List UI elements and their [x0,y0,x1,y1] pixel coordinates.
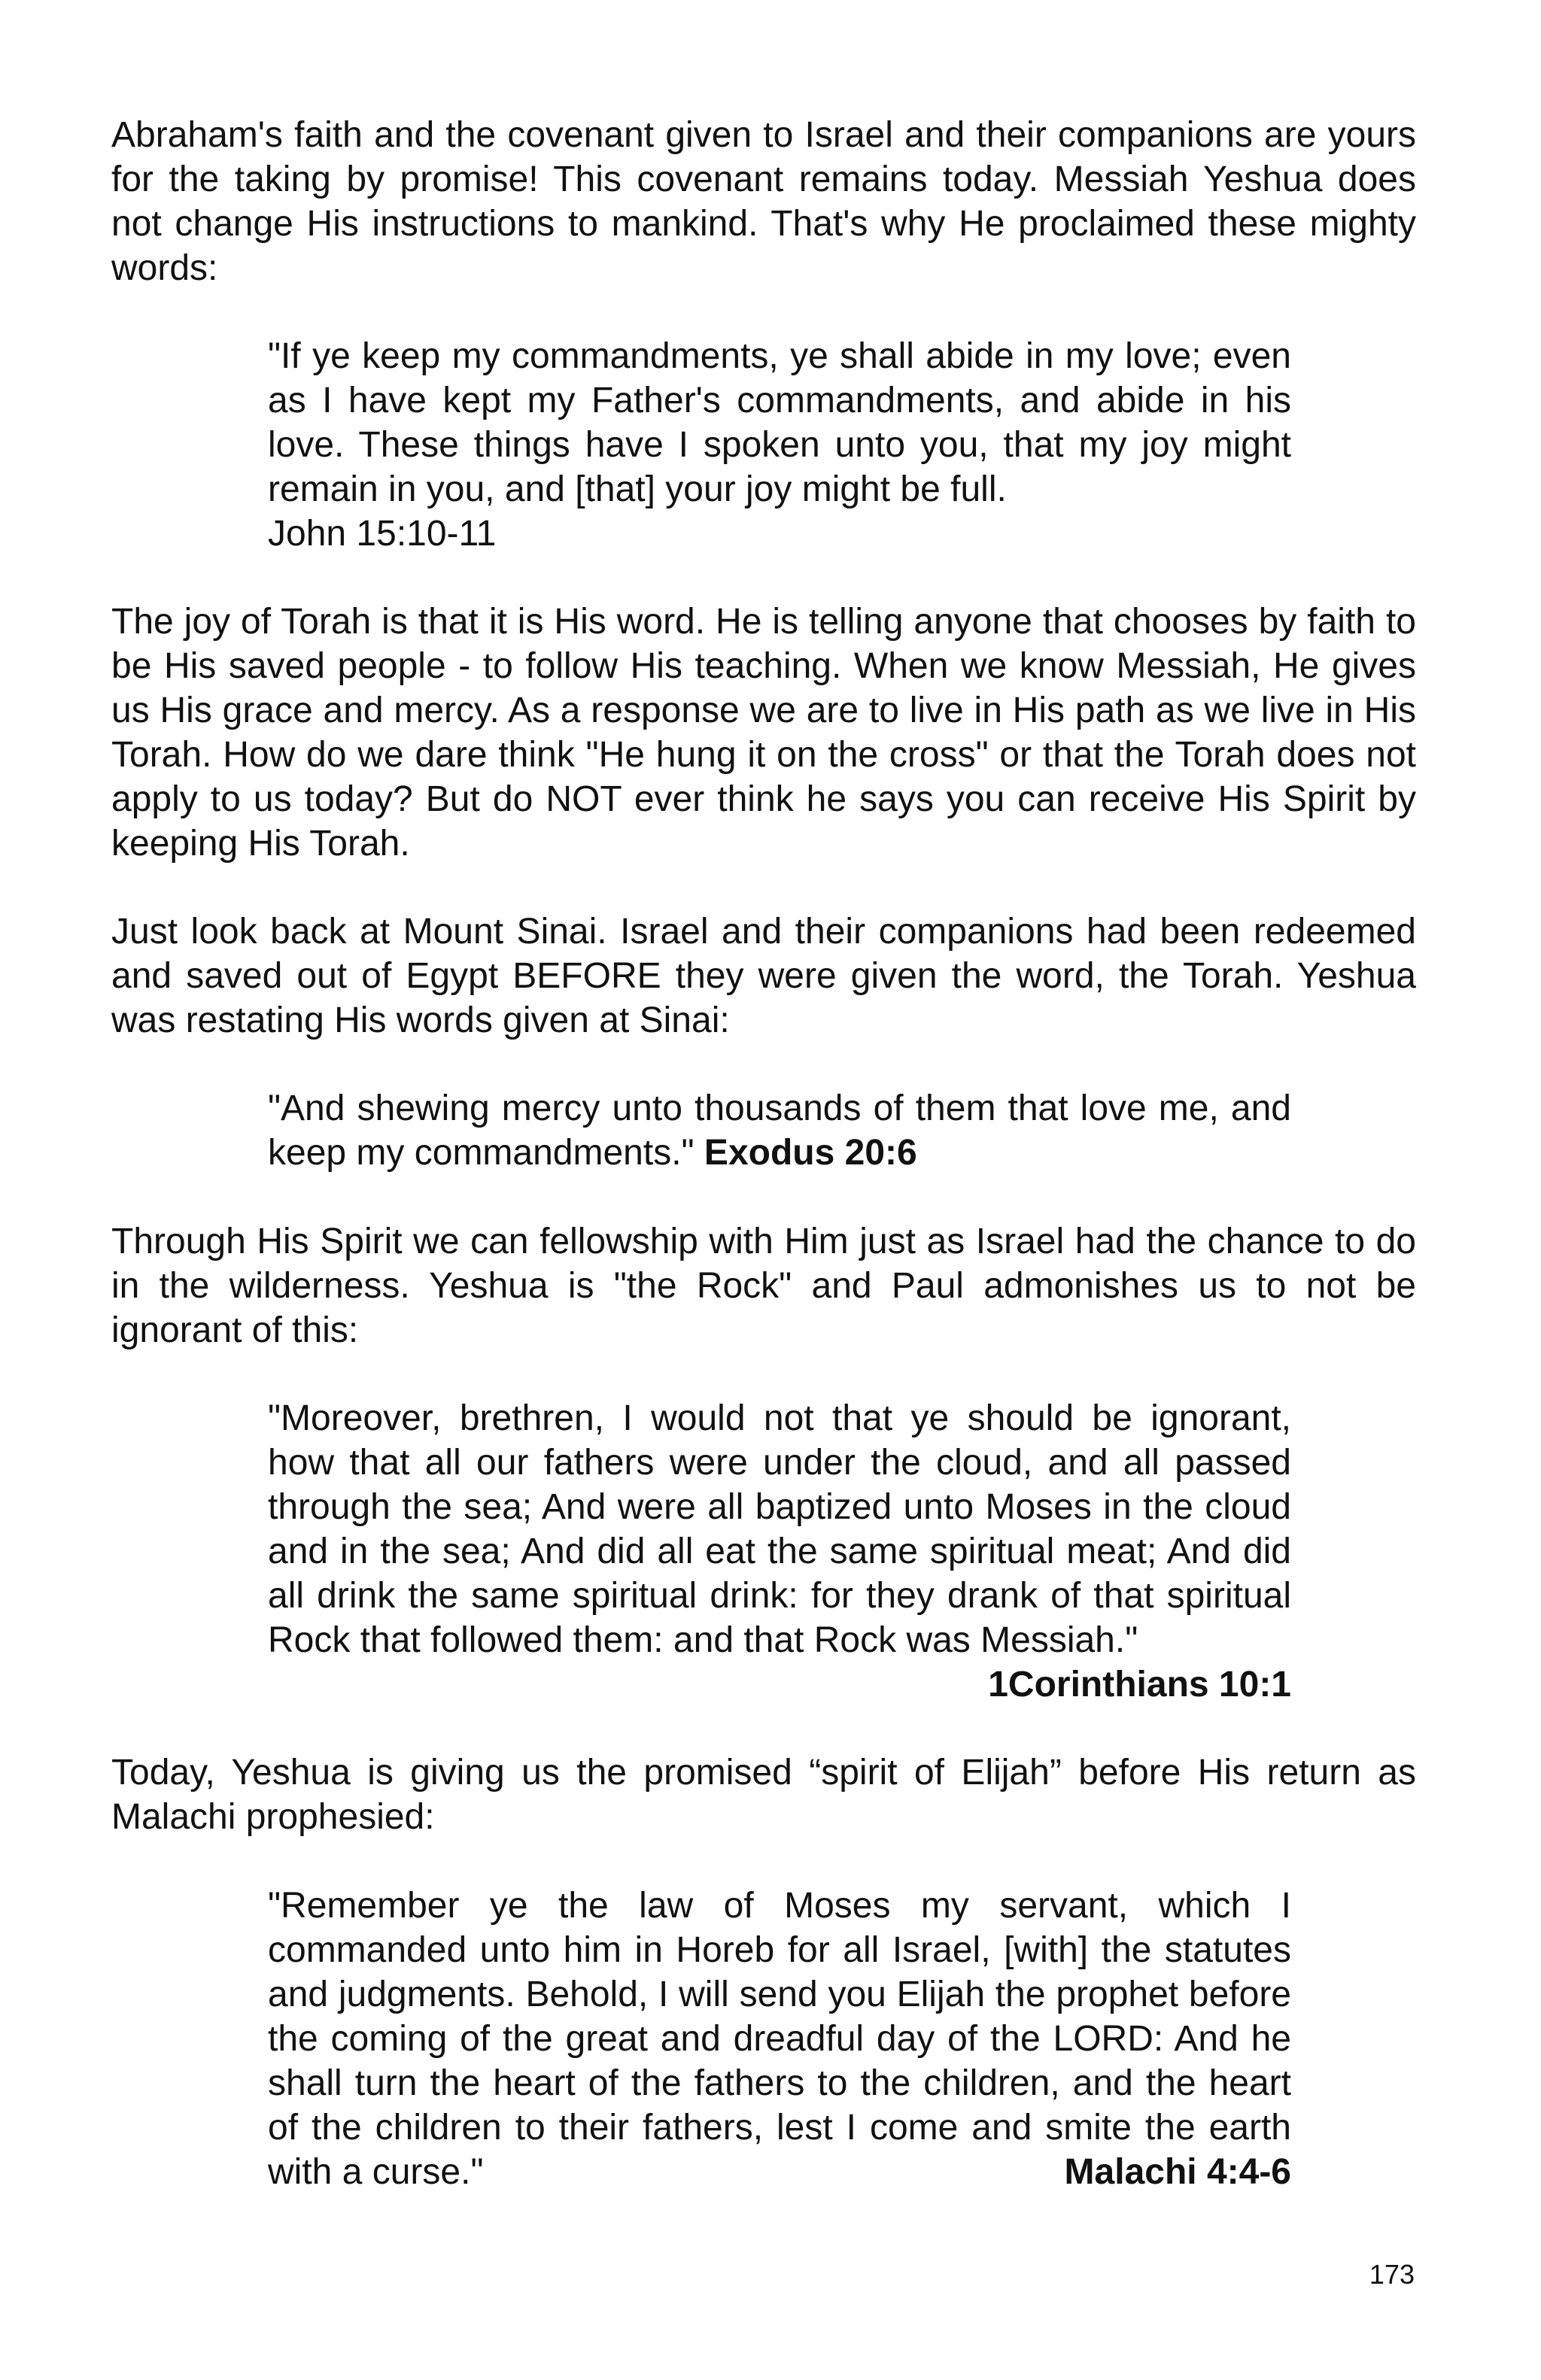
quote-malachi [268,1884,1291,2194]
quote-exodus-text: "And shewing mercy unto thousands of them that love me, and keep my commandments." [268,1088,1291,1173]
quote-corinthians [268,1396,1291,1707]
quote-exodus [268,1086,1291,1175]
quote-corinthians-reference: 1Corinthians 10:1 [988,1665,1291,1705]
quote-corinthians-text: "Moreover, brethren, I would not that ye should be ignorant, how that all our fathers were under the cloud, and all passed through the sea; And were all baptized unto Moses in the cloud and in the sea; And did all eat the same spiritual meat; And did all drink the same spiritual drink: for they drank of that spiritual Rock that followed them: and that Rock was Messiah." [268,1398,1291,1660]
quote-exodus-reference: Exodus 20:6 [704,1133,917,1173]
paragraph-through-his-spirit: Through His Spirit we can fellowship with Him just as Israel had the chance to do in the wilderness. Yeshua is "the Rock" and Paul admonishes us to not be ignorant of this: [111,1222,1416,1350]
paragraph-abrahams-faith: Abraham's faith and the covenant given to Israel and their companions are yours for the taking by promise! This covenant remains today. Messiah Yeshua does not change His instructions to mankind. That's why He proclaimed these mighty words: [111,115,1416,288]
quote-john-text: "If ye keep my commandments, ye shall abide in my love; even as I have kept my Father's commandments, and abide in his love. These things have I spoken unto you, that my joy might remain in you, and [that] your joy might be full. [268,336,1291,509]
paragraph-joy-of-torah: The joy of Torah is that it is His word. He is telling anyone that chooses by faith to be His saved people - to follow His teaching. When we know Messiah, He gives us His grace and mercy. As a response we are to live in His path as we live in His Torah. How do we dare think "He hung it on the cross" or that the Torah does not apply to us today? But do NOT ever think he says you can receive His Spirit by keeping His Torah. [111,602,1416,864]
quote-john-reference: John 15:10-11 [268,514,497,554]
quote-malachi-reference: Malachi 4:4-6 [1064,2152,1291,2192]
quote-malachi-text: "Remember ye the law of Moses my servant, which I commanded unto him in Horeb for all Israel, [with] the statutes and judgments. Behold, I will send you Elijah the prophet before the coming of the great and dreadful day of the LORD: And he shall turn the heart of the fathers to the children, and the heart of the children to their fathers, lest I come and smite the earth with a curse." [268,1886,1291,2192]
paragraph-today-yeshua: Today, Yeshua is giving us the promised “spirit of Elijah” before His return as Malachi prophesied: [111,1753,1416,1837]
paragraph-mount-sinai: Just look back at Mount Sinai. Israel and their companions had been redeemed and saved out of Egypt BEFORE they were given the word, the Torah. Yeshua was restating His words given at Sinai: [111,912,1416,1040]
page-number: 173 [1369,2259,1415,2290]
quote-john [268,334,1291,556]
